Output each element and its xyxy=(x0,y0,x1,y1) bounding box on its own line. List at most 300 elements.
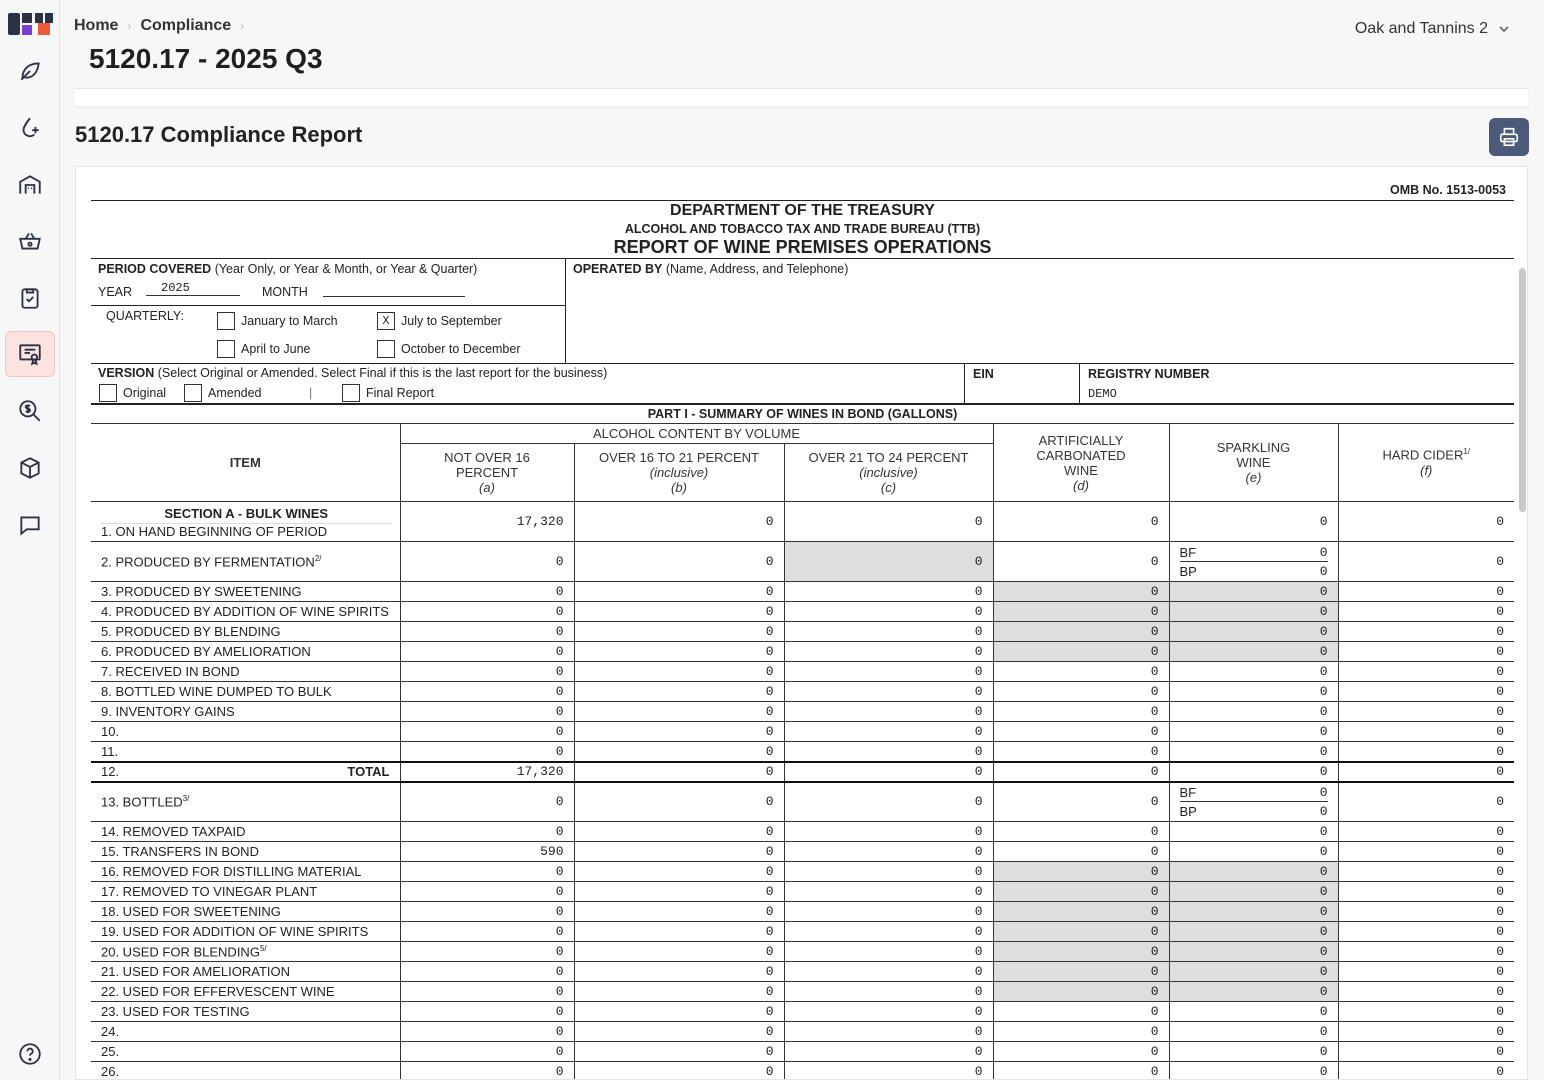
version-separator: | xyxy=(309,386,313,400)
cell-d[interactable]: 0 xyxy=(993,962,1169,982)
cell-b[interactable]: 0 xyxy=(574,742,784,762)
cell-c[interactable]: 0 xyxy=(784,902,993,922)
cell-b[interactable]: 0 xyxy=(574,862,784,882)
cell-c[interactable]: 0 xyxy=(784,822,993,842)
table-row xyxy=(91,942,1514,962)
row-label: 25. xyxy=(101,1044,120,1059)
cell-e[interactable]: 0 xyxy=(1169,942,1338,962)
q4-label: October to December xyxy=(401,342,521,356)
cell-d[interactable]: 0 xyxy=(993,942,1169,962)
cell-f[interactable]: 0 xyxy=(1338,982,1514,1002)
print-button[interactable] xyxy=(1489,118,1529,156)
cell-f[interactable]: 0 xyxy=(1338,882,1514,902)
part-title: PART I - SUMMARY OF WINES IN BOND (GALLONS) xyxy=(647,407,958,421)
cell-f[interactable]: 0 xyxy=(1338,582,1514,602)
table-row xyxy=(91,762,1514,782)
col-alcohol-content: ALCOHOL CONTENT BY VOLUME xyxy=(400,424,993,444)
cell-e[interactable]: 0 xyxy=(1169,742,1338,762)
cell-a[interactable]: 0 xyxy=(400,922,574,942)
cell-e[interactable]: 0 xyxy=(1169,902,1338,922)
operated-label: OPERATED BY (Name, Address, and Telephone) xyxy=(573,262,849,276)
cell-c[interactable]: 0 xyxy=(784,842,993,862)
divider xyxy=(91,363,1514,364)
cell-a[interactable]: 0 xyxy=(400,742,574,762)
cell-a[interactable]: 0 xyxy=(400,662,574,682)
cell-a[interactable]: 0 xyxy=(400,602,574,622)
row-item xyxy=(91,942,400,962)
cell-f[interactable]: 0 xyxy=(1338,1062,1514,1080)
cell-e[interactable]: 0 xyxy=(1169,722,1338,742)
cell-d[interactable]: 0 xyxy=(993,842,1169,862)
final-checkbox[interactable] xyxy=(342,384,360,402)
nav-facility[interactable] xyxy=(5,162,55,208)
cell-e[interactable]: 0 xyxy=(1169,882,1338,902)
cell-f[interactable]: 0 xyxy=(1338,902,1514,922)
cell-b[interactable]: 0 xyxy=(574,642,784,662)
omb-number: OMB No. 1513-0053 xyxy=(1389,183,1506,197)
row-item xyxy=(91,702,400,722)
cell-a[interactable]: 17,320 xyxy=(400,502,574,542)
cell-b[interactable]: 0 xyxy=(574,922,784,942)
cell-b[interactable]: 0 xyxy=(574,542,784,582)
row-label: 16. REMOVED FOR DISTILLING MATERIAL xyxy=(101,864,362,879)
row-label: 14. REMOVED TAXPAID xyxy=(101,824,246,839)
cell-e[interactable]: 0 xyxy=(1169,862,1338,882)
cell-d[interactable]: 0 xyxy=(993,1042,1169,1062)
money-search-icon xyxy=(17,398,43,424)
cell-f[interactable]: 0 xyxy=(1338,702,1514,722)
cell-d[interactable]: 0 xyxy=(993,922,1169,942)
table-row xyxy=(91,782,1514,822)
cell-c[interactable]: 0 xyxy=(784,722,993,742)
cell-b[interactable]: 0 xyxy=(574,822,784,842)
cell-f[interactable]: 0 xyxy=(1338,722,1514,742)
cell-d[interactable]: 0 xyxy=(993,622,1169,642)
cell-e[interactable]: 0 xyxy=(1169,1002,1338,1022)
box-icon xyxy=(17,455,43,481)
cell-a[interactable]: 590 xyxy=(400,842,574,862)
cell-d[interactable]: 0 xyxy=(993,902,1169,922)
cell-b[interactable]: 0 xyxy=(574,602,784,622)
divider xyxy=(1079,363,1080,403)
cell-d[interactable]: 0 xyxy=(993,742,1169,762)
cell-e[interactable]: BF 0 BP 0 xyxy=(1169,782,1338,822)
cell-d[interactable]: 0 xyxy=(993,1062,1169,1080)
cell-b[interactable]: 0 xyxy=(574,662,784,682)
row-item xyxy=(91,602,400,622)
row-item xyxy=(91,542,400,582)
row-item xyxy=(91,502,400,542)
cell-e[interactable]: 0 xyxy=(1169,582,1338,602)
month-label: MONTH xyxy=(262,285,308,299)
cell-a[interactable]: 0 xyxy=(400,622,574,642)
original-label: Original xyxy=(123,386,167,400)
cell-a[interactable]: 0 xyxy=(400,962,574,982)
cell-c[interactable]: 0 xyxy=(784,982,993,1002)
cell-c[interactable]: 0 xyxy=(784,922,993,942)
cell-d[interactable]: 0 xyxy=(993,882,1169,902)
cell-f[interactable]: 0 xyxy=(1338,662,1514,682)
row-item xyxy=(91,842,400,862)
row-item xyxy=(91,682,400,702)
cell-b[interactable]: 0 xyxy=(574,502,784,542)
cell-a[interactable]: 0 xyxy=(400,822,574,842)
cell-a[interactable]: 0 xyxy=(400,1042,574,1062)
cell-c[interactable]: 0 xyxy=(784,542,993,582)
cell-b[interactable]: 0 xyxy=(574,622,784,642)
cell-b[interactable]: 0 xyxy=(574,1022,784,1042)
footnote-ref: 2/ xyxy=(314,553,322,563)
cell-f[interactable]: 0 xyxy=(1338,542,1514,582)
row-item xyxy=(91,962,400,982)
period-label: PERIOD COVERED (Year Only, or Year & Month, or Year & Quarter) xyxy=(98,262,478,276)
cell-c[interactable]: 0 xyxy=(784,942,993,962)
cell-f[interactable]: 0 xyxy=(1338,842,1514,862)
cell-b[interactable]: 0 xyxy=(574,1042,784,1062)
table-row xyxy=(91,822,1514,842)
table-row xyxy=(91,542,1514,582)
chevron-right-icon: › xyxy=(240,19,245,33)
row-label: 21. USED FOR AMELIORATION xyxy=(101,964,291,979)
cell-f[interactable]: 0 xyxy=(1338,962,1514,982)
cell-e[interactable]: BF 0 BP 0 xyxy=(1169,542,1338,582)
cell-a[interactable]: 0 xyxy=(400,882,574,902)
table-row xyxy=(91,922,1514,942)
app-logo[interactable] xyxy=(8,11,54,37)
cell-d[interactable]: 0 xyxy=(993,702,1169,722)
cell-a[interactable]: 0 xyxy=(400,1022,574,1042)
year-label: YEAR xyxy=(98,285,133,299)
row-label: 10. xyxy=(101,724,120,739)
cell-d[interactable]: 0 xyxy=(993,822,1169,842)
cell-f[interactable]: 0 xyxy=(1338,762,1514,782)
version-label: VERSION (Select Original or Amended. Select Final if this is the last report for the business) xyxy=(98,366,608,380)
cell-f[interactable]: 0 xyxy=(1338,1022,1514,1042)
cell-b[interactable]: 0 xyxy=(574,762,784,782)
cell-c[interactable]: 0 xyxy=(784,682,993,702)
cell-e[interactable]: 0 xyxy=(1169,962,1338,982)
table-row xyxy=(91,722,1514,742)
cell-e[interactable]: 0 xyxy=(1169,982,1338,1002)
breadcrumb-compliance[interactable]: Compliance xyxy=(140,17,232,34)
cell-e[interactable]: 0 xyxy=(1169,602,1338,622)
cell-d[interactable]: 0 xyxy=(993,502,1169,542)
cell-b[interactable]: 0 xyxy=(574,842,784,862)
cell-c[interactable]: 0 xyxy=(784,782,993,822)
cell-d[interactable]: 0 xyxy=(993,862,1169,882)
table-row xyxy=(91,842,1514,862)
cell-a[interactable]: 17,320 xyxy=(400,762,574,782)
cell-d[interactable]: 0 xyxy=(993,782,1169,822)
cell-b[interactable]: 0 xyxy=(574,902,784,922)
cell-d[interactable]: 0 xyxy=(993,762,1169,782)
cell-b[interactable]: 0 xyxy=(574,882,784,902)
cell-f[interactable]: 0 xyxy=(1338,822,1514,842)
total-label: TOTAL xyxy=(347,764,390,779)
col-a: NOT OVER 16 PERCENT (a) xyxy=(400,444,574,502)
cell-e[interactable]: 0 xyxy=(1169,922,1338,942)
cell-b[interactable]: 0 xyxy=(574,982,784,1002)
dept-title: DEPARTMENT OF THE TREASURY xyxy=(670,202,935,219)
q4-checkbox[interactable] xyxy=(377,340,395,358)
cell-b[interactable]: 0 xyxy=(574,1062,784,1080)
col-f: HARD $CIDER^{1/}$ (f) xyxy=(1338,424,1514,502)
quarterly-label: QUARTERLY: xyxy=(106,309,185,323)
row-label: 23. USED FOR TESTING xyxy=(101,1004,250,1019)
ein-label: EIN xyxy=(973,367,994,381)
nav-compliance[interactable] xyxy=(5,331,55,377)
table-row xyxy=(91,862,1514,882)
cell-f[interactable]: 0 xyxy=(1338,502,1514,542)
cell-e[interactable]: 0 xyxy=(1169,642,1338,662)
cell-a[interactable]: 0 xyxy=(400,642,574,662)
cell-b[interactable]: 0 xyxy=(574,722,784,742)
cell-c[interactable]: 0 xyxy=(784,1062,993,1080)
month-input[interactable] xyxy=(323,296,465,297)
cell-c[interactable]: 0 xyxy=(784,882,993,902)
report-title: 5120.17 Compliance Report xyxy=(75,122,363,147)
cell-f[interactable]: 0 xyxy=(1338,682,1514,702)
printer-icon xyxy=(1498,126,1520,148)
col-d: ARTIFICIALLY CARBONATED WINE (d) xyxy=(993,424,1169,502)
cell-f[interactable]: 0 xyxy=(1338,602,1514,622)
cell-d[interactable]: 0 xyxy=(993,602,1169,622)
cell-c[interactable]: 0 xyxy=(784,762,993,782)
row-label: 4. PRODUCED BY ADDITION OF WINE SPIRITS xyxy=(101,604,389,619)
row-label: 5. PRODUCED BY BLENDING xyxy=(101,624,281,639)
cell-e[interactable]: 0 xyxy=(1169,502,1338,542)
cell-d[interactable]: 0 xyxy=(993,642,1169,662)
cell-d[interactable]: 0 xyxy=(993,982,1169,1002)
final-label: Final Report xyxy=(366,386,435,400)
table-row xyxy=(91,642,1514,662)
row-item xyxy=(91,582,400,602)
cell-e[interactable]: 0 xyxy=(1169,842,1338,862)
cell-c[interactable]: 0 xyxy=(784,1002,993,1022)
cell-e[interactable]: 0 xyxy=(1169,662,1338,682)
col-e: SPARKLING WINE (e) xyxy=(1169,424,1338,502)
table-row xyxy=(91,582,1514,602)
cell-c[interactable]: 0 xyxy=(784,582,993,602)
cell-f[interactable]: 0 xyxy=(1338,642,1514,662)
cell-e[interactable]: 0 xyxy=(1169,1042,1338,1062)
divider xyxy=(91,403,1514,405)
cell-e[interactable]: 0 xyxy=(1169,622,1338,642)
table-row xyxy=(91,742,1514,762)
building-icon xyxy=(17,172,43,198)
cell-c[interactable]: 0 xyxy=(784,1022,993,1042)
cell-e[interactable]: 0 xyxy=(1169,822,1338,842)
nav-sales[interactable] xyxy=(5,218,55,264)
row-label: 8. BOTTLED WINE DUMPED TO BULK xyxy=(101,684,332,699)
row-item xyxy=(91,722,400,742)
cell-f[interactable]: 0 xyxy=(1338,922,1514,942)
account-switcher[interactable] xyxy=(1355,20,1510,38)
cell-e[interactable]: 0 xyxy=(1169,682,1338,702)
cell-a[interactable]: 0 xyxy=(400,902,574,922)
cell-e[interactable]: 0 xyxy=(1169,702,1338,722)
scrollbar[interactable] xyxy=(1519,268,1526,512)
row-label: 19. USED FOR ADDITION OF WINE SPIRITS xyxy=(101,924,369,939)
cell-d[interactable]: 0 xyxy=(993,582,1169,602)
table-row xyxy=(91,662,1514,682)
table-row xyxy=(91,682,1514,702)
cell-f[interactable]: 0 xyxy=(1338,942,1514,962)
row-label: 13. BOTTLED xyxy=(101,794,183,810)
year-input[interactable]: 2025 xyxy=(146,281,240,296)
cell-c[interactable]: 0 xyxy=(784,662,993,682)
cell-d[interactable]: 0 xyxy=(993,722,1169,742)
divider xyxy=(91,305,566,306)
row-label: 1. ON HAND BEGINNING OF PERIOD xyxy=(101,523,328,539)
table-row xyxy=(91,1002,1514,1022)
nav-finance[interactable] xyxy=(5,388,55,434)
row-item xyxy=(91,822,400,842)
cell-a[interactable]: 0 xyxy=(400,862,574,882)
cell-c[interactable]: 0 xyxy=(784,862,993,882)
cell-e[interactable]: 0 xyxy=(1169,762,1338,782)
row-label: 12. xyxy=(101,764,120,779)
row-item xyxy=(91,1022,400,1042)
chevron-right-icon: › xyxy=(127,19,132,33)
cell-f[interactable]: 0 xyxy=(1338,1002,1514,1022)
row-label: 18. USED FOR SWEETENING xyxy=(101,904,281,919)
nav-vineyard[interactable] xyxy=(5,48,55,94)
cell-b[interactable]: 0 xyxy=(574,702,784,722)
footnote-ref: 3/ xyxy=(182,794,190,804)
table-row xyxy=(91,902,1514,922)
row-label: 17. REMOVED TO VINEGAR PLANT xyxy=(101,884,318,899)
row-label: 7. RECEIVED IN BOND xyxy=(101,664,240,679)
summary-table xyxy=(91,423,1514,1080)
q3-label: July to September xyxy=(401,314,502,328)
clipboard-check-icon xyxy=(17,285,43,311)
report-paper xyxy=(75,166,1528,1080)
cell-b[interactable]: 0 xyxy=(574,582,784,602)
cell-a[interactable]: 0 xyxy=(400,582,574,602)
nav-messages[interactable] xyxy=(5,502,55,548)
cell-c[interactable]: 0 xyxy=(784,502,993,542)
cell-a[interactable]: 0 xyxy=(400,1002,574,1022)
cell-b[interactable]: 0 xyxy=(574,1002,784,1022)
cell-c[interactable]: 0 xyxy=(784,602,993,622)
row-item xyxy=(91,1002,400,1022)
footnote-ref: 5/ xyxy=(259,943,267,953)
cell-c[interactable]: 0 xyxy=(784,742,993,762)
amended-checkbox[interactable] xyxy=(184,384,202,402)
table-row xyxy=(91,962,1514,982)
drop-icon xyxy=(17,115,43,141)
row-label: 24. xyxy=(101,1024,120,1039)
divider xyxy=(565,258,566,363)
row-label: 22. USED FOR EFFERVESCENT WINE xyxy=(101,984,335,999)
row-item xyxy=(91,982,400,1002)
header-divider xyxy=(74,88,1528,106)
row-item xyxy=(91,882,400,902)
cell-b[interactable]: 0 xyxy=(574,942,784,962)
original-checkbox[interactable] xyxy=(99,384,117,402)
account-name: Oak and Tannins 2 xyxy=(1354,20,1488,37)
row-item xyxy=(91,762,400,782)
cell-c[interactable]: 0 xyxy=(784,962,993,982)
cell-e[interactable]: 0 xyxy=(1169,1062,1338,1080)
nav-tasks[interactable] xyxy=(5,275,55,321)
leaf-icon xyxy=(17,58,43,84)
cell-d[interactable]: 0 xyxy=(993,1022,1169,1042)
cell-d[interactable]: 0 xyxy=(993,542,1169,582)
sidebar xyxy=(0,0,60,1080)
nav-inventory[interactable] xyxy=(5,445,55,491)
cell-a[interactable]: 0 xyxy=(400,542,574,582)
cell-f[interactable]: 0 xyxy=(1338,862,1514,882)
breadcrumb xyxy=(74,17,244,35)
nav-fermentation[interactable] xyxy=(5,105,55,151)
table-row xyxy=(91,1062,1514,1080)
table-row xyxy=(91,1042,1514,1062)
cell-b[interactable]: 0 xyxy=(574,682,784,702)
nav-help[interactable] xyxy=(5,1031,55,1077)
cell-f[interactable]: 0 xyxy=(1338,742,1514,762)
cell-a[interactable]: 0 xyxy=(400,942,574,962)
bureau-title: ALCOHOL AND TOBACCO TAX AND TRADE BUREAU (TTB) xyxy=(624,222,981,236)
basket-icon xyxy=(17,228,43,254)
table-row xyxy=(91,882,1514,902)
cell-a[interactable]: 0 xyxy=(400,682,574,702)
row-label: 2. PRODUCED BY FERMENTATION xyxy=(101,554,315,570)
row-label: 9. INVENTORY GAINS xyxy=(101,704,235,719)
cell-e[interactable]: 0 xyxy=(1169,1022,1338,1042)
cell-c[interactable]: 0 xyxy=(784,642,993,662)
cell-f[interactable]: 0 xyxy=(1338,622,1514,642)
cell-a[interactable]: 0 xyxy=(400,782,574,822)
cell-a[interactable]: 0 xyxy=(400,1062,574,1080)
row-item xyxy=(91,1042,400,1062)
row-item xyxy=(91,902,400,922)
row-label: 11. xyxy=(101,743,119,759)
cell-d[interactable]: 0 xyxy=(993,662,1169,682)
cell-c[interactable]: 0 xyxy=(784,702,993,722)
cell-c[interactable]: 0 xyxy=(784,622,993,642)
row-label: 6. PRODUCED BY AMELIORATION xyxy=(101,644,311,659)
cell-d[interactable]: 0 xyxy=(993,1002,1169,1022)
q2-label: April to June xyxy=(241,342,311,356)
q1-checkbox[interactable] xyxy=(217,312,235,330)
table-row xyxy=(91,982,1514,1002)
cell-f[interactable]: 0 xyxy=(1338,782,1514,822)
row-label: 26. xyxy=(101,1064,120,1079)
row-item xyxy=(91,662,400,682)
section-a-label: SECTION A - BULK WINES xyxy=(101,505,392,524)
q2-checkbox[interactable] xyxy=(217,340,235,358)
row-item xyxy=(91,782,400,822)
page-title: 5120.17 - 2025 Q3 xyxy=(89,43,323,74)
row-item xyxy=(91,642,400,662)
chat-icon xyxy=(17,512,43,538)
cell-a[interactable]: 0 xyxy=(400,982,574,1002)
cell-f[interactable]: 0 xyxy=(1338,1042,1514,1062)
breadcrumb-home[interactable]: Home xyxy=(74,17,119,34)
q3-checkbox[interactable]: X xyxy=(377,312,395,330)
row-label: 20. USED FOR BLENDING xyxy=(101,944,260,960)
cell-b[interactable]: 0 xyxy=(574,782,784,822)
cell-a[interactable]: 0 xyxy=(400,702,574,722)
cell-a[interactable]: 0 xyxy=(400,722,574,742)
cell-c[interactable]: 0 xyxy=(784,1042,993,1062)
cell-d[interactable]: 0 xyxy=(993,682,1169,702)
row-label: 3. PRODUCED BY SWEETENING xyxy=(101,584,302,599)
registry-label: REGISTRY NUMBER xyxy=(1088,367,1210,381)
cell-b[interactable]: 0 xyxy=(574,962,784,982)
